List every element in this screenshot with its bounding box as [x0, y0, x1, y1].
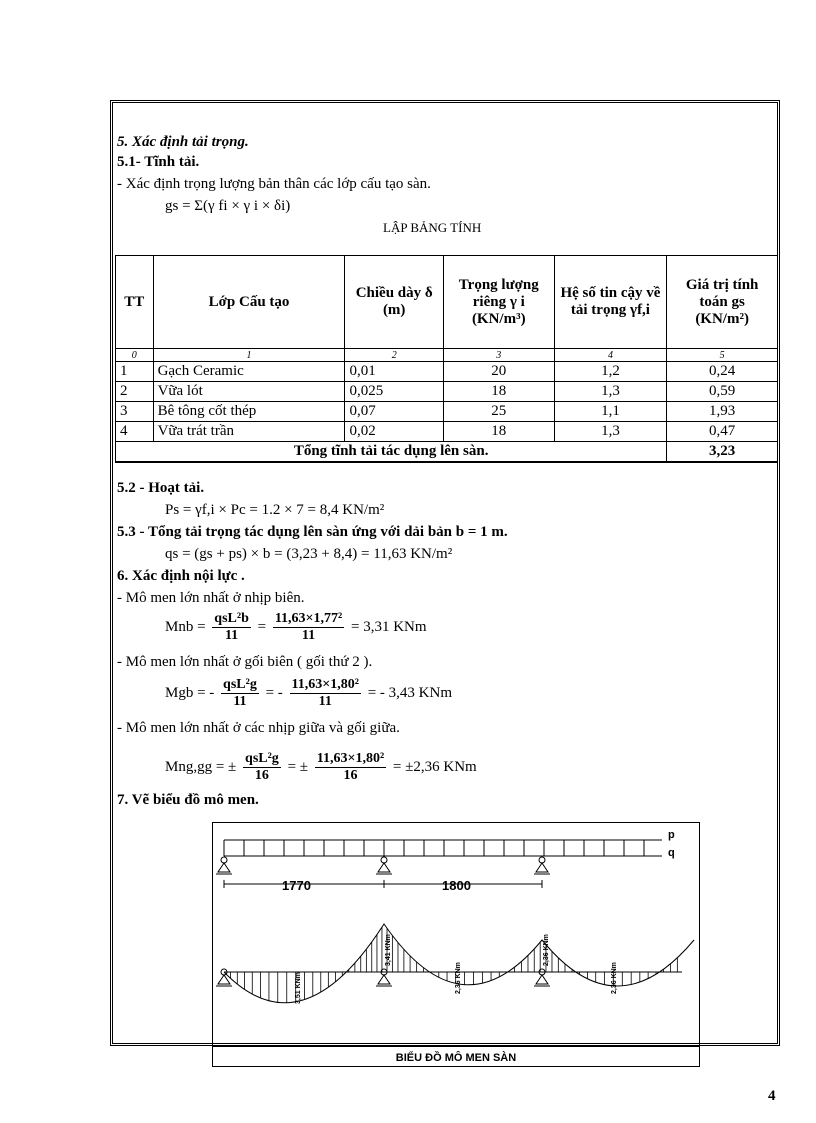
- table-row: 1 Gạch Ceramic 0,01 20 1,2 0,24: [116, 362, 778, 382]
- label-p: p: [668, 829, 675, 841]
- total-label: Tổng tĩnh tải tác dụng lên sàn.: [116, 442, 667, 463]
- table-caption: LẬP BẢNG TÍNH: [383, 220, 482, 235]
- total-value: 3,23: [667, 442, 778, 463]
- table-row: 4 Vữa trát trần 0,02 18 1,3 0,47: [116, 422, 778, 442]
- moment-label-3: 2,36 KNm: [455, 962, 462, 994]
- diagram-caption: BIỂU ĐỒ MÔ MEN SÀN: [395, 1052, 517, 1064]
- formula-gs: gs = Σ(γ fi × γ i × δi): [165, 198, 291, 214]
- section-7-title: 7. Vẽ biểu đồ mô men.: [117, 792, 259, 808]
- section-5-2-title: 5.2 - Hoạt tải.: [117, 480, 205, 496]
- load-table: [115, 255, 778, 463]
- table-row: 2 Vữa lót 0,025 18 1,3 0,59: [116, 382, 778, 402]
- moment-nb-formula: Mnb = $\frac{\text{qsL²b}}{11}$ = $\frac{\text{11,63×1,77²}}{11}$ = 3,31 KNm: [165, 611, 427, 644]
- page-number: 4: [768, 1088, 776, 1104]
- total-row: [116, 442, 778, 463]
- moment-gb-formula: Mgb = - $\frac{\text{qsL²g}}{11}$ = - $\frac{\text{11,63×1,80²}}{11}$ = - 3,43 KNm: [165, 677, 452, 710]
- span-2-label: 1800: [442, 878, 471, 893]
- formula-ps: Ps = γf,i × Pc = 1.2 × 7 = 8,4 KN/m²: [165, 502, 385, 518]
- span-1-label: 1770: [282, 878, 311, 893]
- section-6-title: 6. Xác định nội lực .: [117, 568, 245, 584]
- header-layer: Lớp Cấu tạo: [153, 256, 345, 349]
- header-factor: Hệ số tin cậy về tải trọng γf,i: [554, 256, 667, 349]
- moment-label-2: 3,41 KNm: [385, 934, 392, 966]
- index-row: 0 1 2 3 4 5: [116, 349, 778, 362]
- moment-ng-desc: - Mô men lớn nhất ở các nhịp giữa và gối giữa.: [117, 720, 400, 736]
- moment-diagram: [212, 822, 700, 1068]
- header-tt: TT: [116, 256, 154, 349]
- table-row: 3 Bê tông cốt thép 0,07 25 1,1 1,93: [116, 402, 778, 422]
- moment-nb-desc: - Mô men lớn nhất ở nhịp biên.: [117, 590, 305, 606]
- moment-label-1: 3,51 KNm: [295, 972, 302, 1004]
- section-5-3-title: 5.3 - Tổng tải trọng tác dụng lên sàn ứng với dải bản b = 1 m.: [117, 524, 508, 540]
- header-value: Giá trị tính toán gs (KN/m²): [667, 256, 778, 349]
- moment-ng-formula: Mng,gg = ± $\frac{\text{qsL²g}}{16}$ = ± $\frac{\text{11,63×1,80²}}{16}$ = ±2,36 KNm: [165, 751, 477, 784]
- header-thickness: Chiều dày δ (m): [345, 256, 443, 349]
- moment-label-5: 2,36 KNm: [611, 962, 618, 994]
- section-5-1-title: 5.1- Tĩnh tải.: [117, 154, 200, 170]
- label-q: q: [668, 847, 675, 859]
- section-5-title: 5. Xác định tải trọng.: [117, 134, 249, 150]
- section-5-1-desc: - Xác định trọng lượng bản thân các lớp cấu tạo sàn.: [117, 176, 431, 192]
- moment-gb-desc: - Mô men lớn nhất ở gối biên ( gối thứ 2 ).: [117, 654, 373, 670]
- formula-qs: qs = (gs + ps) × b = (3,23 + 8,4) = 11,63 KN/m²: [165, 546, 453, 562]
- moment-label-4: 2,36 KNm: [543, 934, 550, 966]
- header-weight: Trọng lượng riêng γ i (KN/m³): [443, 256, 554, 349]
